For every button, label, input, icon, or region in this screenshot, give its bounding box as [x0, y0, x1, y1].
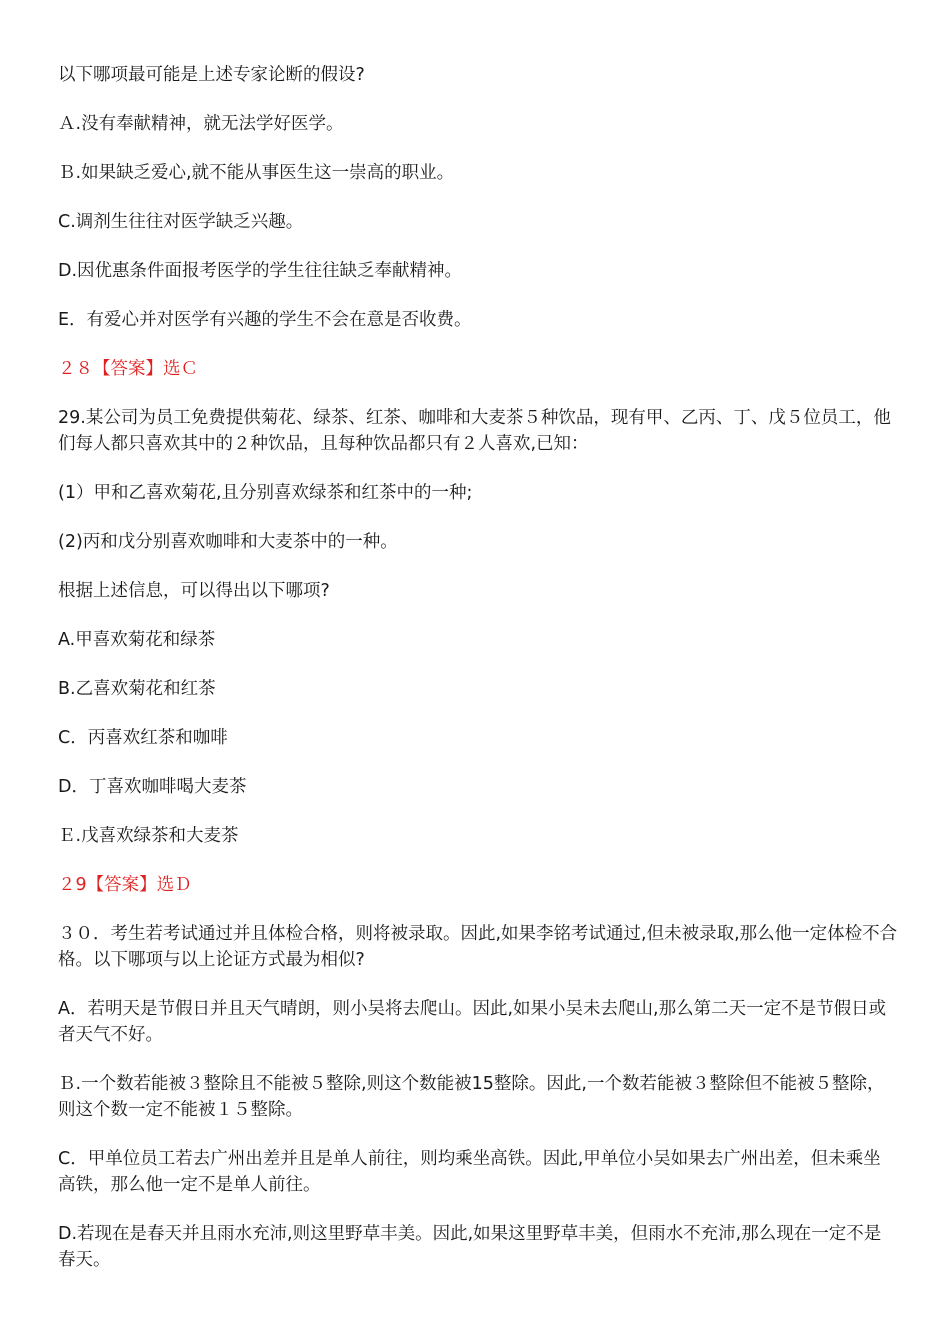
condition-29-1: (1）甲和乙喜欢菊花,且分别喜欢绿茶和红茶中的一种;: [58, 483, 473, 503]
document-page: [58, 62, 898, 1273]
option-30-b: Ｂ.一个数若能被３整除且不能被５整除,则这个数能被15整除。因此,一个数若能被３整除但不能被５整除，则这个数一定不能被１５整除。: [58, 1074, 885, 1120]
answer-29: ２9【答案】选Ｄ: [58, 875, 192, 895]
question-29-stem: 29.某公司为员工免费提供菊花、绿茶、红茶、咖啡和大麦茶５种饮品，现有甲、乙丙、丁、戊５位员工，他们每人都只喜欢其中的２种饮品，且每种饮品都只有２人喜欢,已知：: [58, 408, 891, 454]
option-28-c: C.调剂生往往对医学缺乏兴趣。: [58, 212, 304, 232]
option-29-a: A.甲喜欢菊花和绿茶: [58, 630, 216, 650]
question-prompt-29: 根据上述信息，可以得出以下哪项?: [58, 581, 330, 601]
condition-29-2: (2)丙和戊分别喜欢咖啡和大麦茶中的一种。: [58, 532, 398, 552]
option-30-a: A．若明天是节假日并且天气晴朗，则小吴将去爬山。因此,如果小吴未去爬山,那么第二天一定不是节假日或者天气不好。: [58, 999, 887, 1045]
option-30-c: C．甲单位员工若去广州出差并且是单人前往，则均乘坐高铁。因此,甲单位小吴如果去广州出差，但未乘坐高铁，那么他一定不是单人前往。: [58, 1149, 881, 1195]
option-29-d: D．丁喜欢咖啡喝大麦茶: [58, 777, 247, 797]
option-28-e: E．有爱心并对医学有兴趣的学生不会在意是否收费。: [58, 310, 472, 330]
option-29-b: B.乙喜欢菊花和红茶: [58, 679, 216, 699]
option-28-a: Ａ.没有奉献精神，就无法学好医学。: [58, 114, 344, 134]
option-28-d: D.因优惠条件面报考医学的学生往往缺乏奉献精神。: [58, 261, 463, 281]
option-29-e: Ｅ.戊喜欢绿茶和大麦茶: [58, 826, 239, 846]
option-28-b: Ｂ.如果缺乏爱心,就不能从事医生这一崇高的职业。: [58, 163, 455, 183]
answer-28: ２８【答案】选Ｃ: [58, 359, 198, 379]
question-prompt-28: 以下哪项最可能是上述专家论断的假设?: [58, 65, 365, 85]
question-30-stem: ３０．考生若考试通过并且体检合格，则将被录取。因此,如果李铭考试通过,但未被录取,那么他一定体检不合格。以下哪项与以上论证方式最为相似?: [58, 924, 898, 970]
option-30-d: D.若现在是春天并且雨水充沛,则这里野草丰美。因此,如果这里野草丰美，但雨水不充沛,那么现在一定不是春天。: [58, 1224, 882, 1270]
option-29-c: C．丙喜欢红茶和咖啡: [58, 728, 228, 748]
